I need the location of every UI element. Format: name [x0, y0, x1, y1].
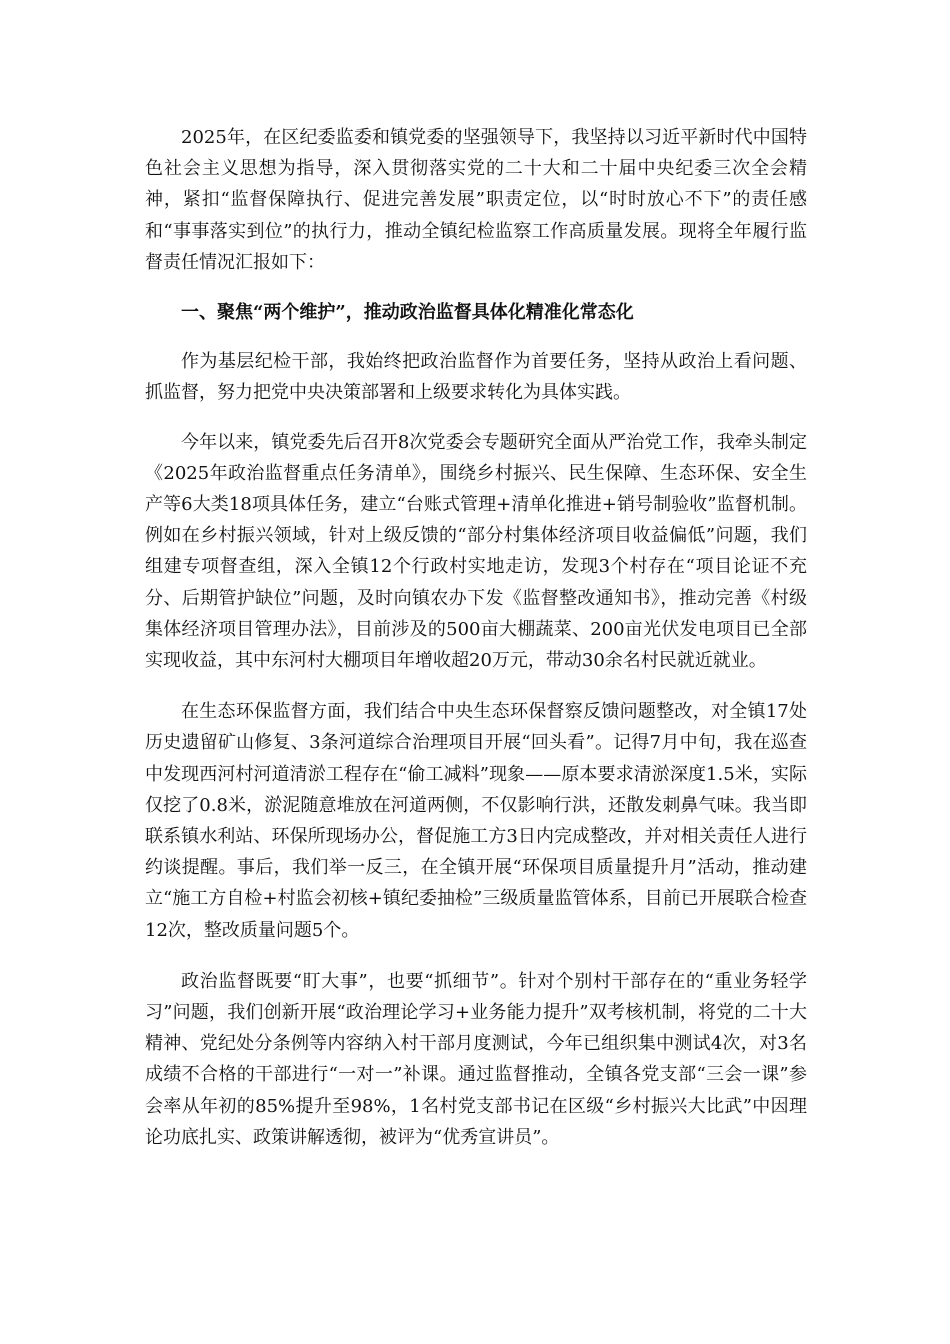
body-paragraph: 在生态环保监督方面，我们结合中央生态环保督察反馈问题整改，对全镇17处历史遗留矿山修复、3条河道综合治理项目开展“回头看”。记得7月中旬，我在巡查中发现西河村河道清淤工程存在“偷工减料”现象——原本要求清淤深度1.5米，实际仅挖了0.8米，淤泥随意堆放在河道两侧，不仅影响行洪，还散发刺鼻气味。我当即联系镇水利站、环保所现场办公，督促施工方3日内完成整改，并对相关责任人进行约谈提醒。事后，我们举一反三，在全镇开展“环保项目质量提升月”活动，推动建立“施工方自检+村监会初核+镇纪委抽检”三级质量监管体系，目前已开展联合检查12次，整改质量问题5个。: [145, 701, 807, 941]
document-body: [145, 122, 807, 1153]
section-heading: 一、聚焦“两个维护”，推动政治监督具体化精准化常态化: [181, 302, 634, 324]
intro-paragraph: 2025年，在区纪委监委和镇党委的坚强领导下，我坚持以习近平新时代中国特色社会主义思想为指导，深入贯彻落实党的二十大和二十届中央纪委三次全会精神，紧扣“监督保障执行、促进完善发展”职责定位，以“时时放心不下”的责任感和“事事落实到位”的执行力，推动全镇纪检监察工作高质量发展。现将全年履行监督责任情况汇报如下：: [145, 127, 807, 273]
body-paragraph: 作为基层纪检干部，我始终把政治监督作为首要任务，坚持从政治上看问题、抓监督，努力把党中央决策部署和上级要求转化为具体实践。: [145, 351, 807, 404]
body-paragraph: 政治监督既要“盯大事”，也要“抓细节”。针对个别村干部存在的“重业务轻学习”问题，我们创新开展“政治理论学习+业务能力提升”双考核机制，将党的二十大精神、党纪处分条例等内容纳入村干部月度测试，今年已组织集中测试4次，对3名成绩不合格的干部进行“一对一”补课。通过监督推动，全镇各党支部“三会一课”参会率从年初的85%提升至98%，1名村党支部书记在区级“乡村振兴大比武”中因理论功底扎实、政策讲解透彻，被评为“优秀宣讲员”。: [145, 970, 807, 1148]
body-paragraph: 今年以来，镇党委先后召开8次党委会专题研究全面从严治党工作，我牵头制定《2025年政治监督重点任务清单》，围绕乡村振兴、民生保障、生态环保、安全生产等6大类18项具体任务，建立“台账式管理+清单化推进+销号制验收”监督机制。例如在乡村振兴领域，针对上级反馈的“部分村集体经济项目收益偏低”问题，我们组建专项督查组，深入全镇12个行政村实地走访，发现3个村存在“项目论证不充分、后期管护缺位”问题，及时向镇农办下发《监督整改通知书》，推动完善《村级集体经济项目管理办法》，目前涉及的500亩大棚蔬菜、200亩光伏发电项目已全部实现收益，其中东河村大棚项目年增收超20万元，带动30余名村民就近就业。: [145, 431, 807, 672]
